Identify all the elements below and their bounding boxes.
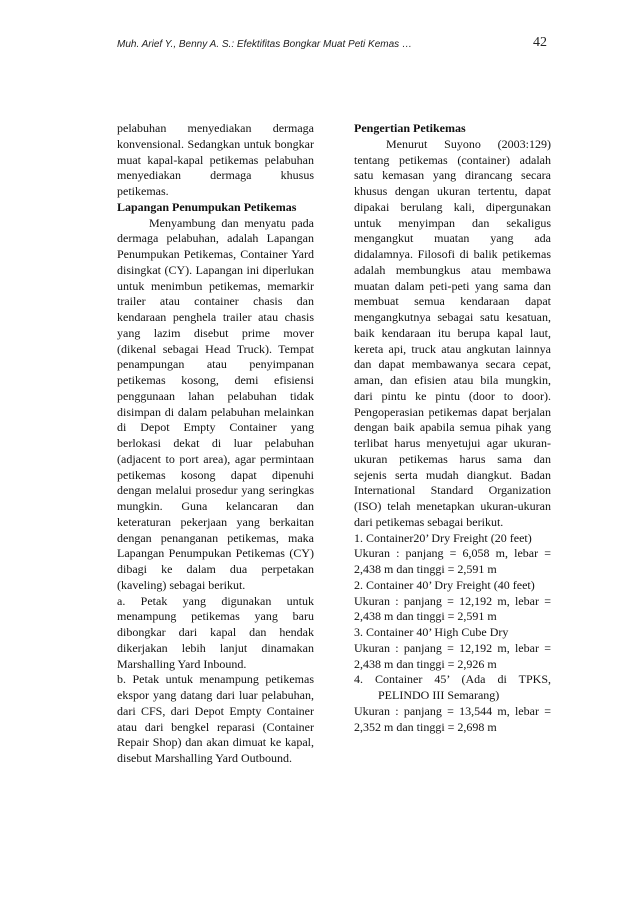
heading-lapangan-penumpukan: Lapangan Penumpukan Petikemas: [117, 199, 297, 214]
list-item-1: 1. Container20’ Dry Freight (20 feet): [354, 530, 532, 545]
paragraph-lapangan: Menyambung dan menyatu pada dermaga pelabuhan, adalah Lapangan Penumpukan Petikemas, Container Yard disingkat (CY). Lapangan ini diperlukan untuk menimbun petikemas, memarkir trailer atau container chasis dan kendaraan penghela trailer atau chasis yang lazim disebut prime mover (dikenal sebagai Head Truck). Tempat penampungan atau penyimpanan petikemas kosong, demi efisiensi penggunaan lahan pelabuhan tidak disimpan di dalam pelabuhan melainkan di Depot Empty Container yang berlokasi dekat di luar pelabuhan (adjacent to port area), agar permintaan petikemas kosong dapat dipenuhi dengan melalui prosedur yang seringkas mungkin. Guna kelancaran dan keteraturan pekerjaan yang berkaitan dengan penanganan petikemas, maka Lapangan Penumpukan Petikemas (CY) dibagi ke dalam dua perpetakan (kaveling) sebagai berikut.: [117, 215, 314, 592]
list-item-3: 3. Container 40’ High Cube Dry: [354, 625, 509, 639]
size-item-1: Ukuran : panjang = 6,058 m, lebar = 2,438 m dan tinggi = 2,591 m: [354, 546, 551, 576]
list-item-2: 2. Container 40’ Dry Freight (40 feet): [354, 577, 535, 592]
page-number: 42: [533, 35, 547, 50]
paragraph-petak-a: a. Petak yang digunakan untuk menampung petikemas yang baru dibongkar dari kapal dan hendak dikerjakan lebih lanjut dinamakan Marshalling Yard Inbound.: [117, 593, 314, 671]
paragraph-pengertian: Menurut Suyono (2003:129) tentang petikemas (container) adalah satu kemasan yang dirancang secara khusus dengan ukuran tertentu, dapat dipakai berulang kali, dipergunakan untuk menyimpan dan sekaligus mengangkut muatan yang ada didalamnya. Filosofi di balik petikemas adalah membungkus atau membawa muatan dalam peti-peti yang sama dan membuat semua kendaraan dapat mengangkutnya sebagai satu kesatuan, baik kendaraan itu berupa kapal laut, kereta api, truck atau angkutan lainnya dan dapat membawanya secara cepat, aman, dan efisien atau bila mungkin, dari pintu ke pintu (door to door). Pengoperasian petikemas dapat berjalan dengan baik apabila semua pihak yang terlibat harus menyetujui agar ukuran-ukuran petikemas harus sama dan sejenis serta mudah diangkut. Badan International Standard Organization (ISO) telah menetapkan ukuran-ukuran dari petikemas sebagai berikut.: [354, 136, 551, 529]
list-item-4: 4. Container 45’ (Ada di TPKS, PELINDO III Semarang): [354, 672, 551, 702]
left-column: [117, 121, 314, 767]
paragraph-petak-b: b. Petak untuk menampung petikemas ekspor yang datang dari luar pelabuhan, dari CFS, dari Depot Empty Container atau dari bengkel reparasi (Container Repair Shop) dan akan dimuat ke kapal, disebut Marshalling Yard Outbound.: [117, 672, 314, 765]
paragraph-dermaga: pelabuhan menyediakan dermaga konvensional. Sedangkan untuk bongkar muat kapal-kapal petikemas pelabuhan menyediakan dermaga khusus petikemas.: [117, 121, 314, 198]
right-column: [354, 121, 551, 735]
size-item-2: Ukuran : panjang = 12,192 m, lebar = 2,438 m dan tinggi = 2,591 m: [354, 593, 551, 624]
heading-pengertian-petikemas: Pengertian Petikemas: [354, 121, 466, 135]
running-header: [117, 37, 547, 55]
running-title: Muh. Arief Y., Benny A. S.: Efektifitas Bongkar Muat Peti Kemas …: [117, 39, 412, 50]
size-item-3: Ukuran : panjang = 12,192 m, lebar = 2,438 m dan tinggi = 2,926 m: [354, 640, 551, 671]
size-item-4: Ukuran : panjang = 13,544 m, lebar = 2,352 m dan tinggi = 2,698 m: [354, 703, 551, 734]
